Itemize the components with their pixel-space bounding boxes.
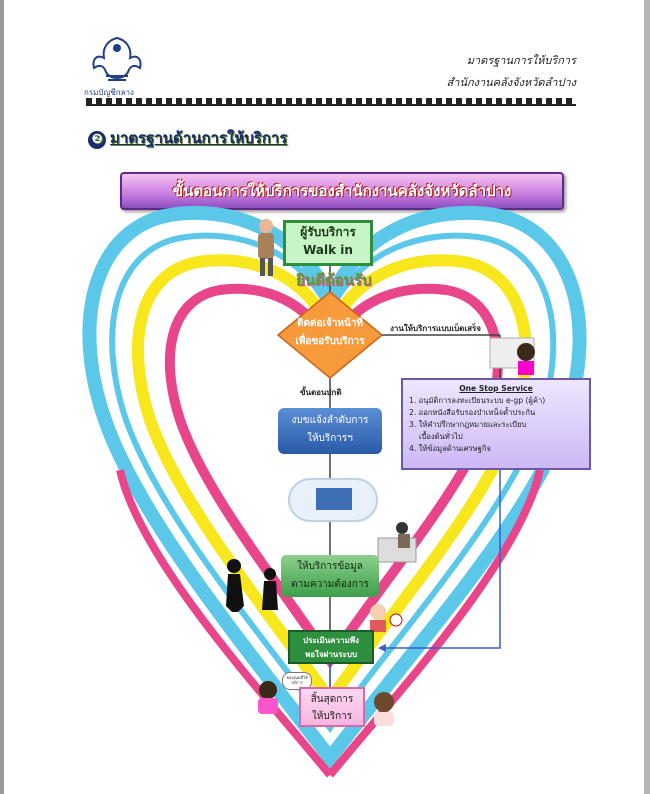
one-stop-service-box (401, 378, 591, 470)
section-number: ❷ (88, 131, 106, 149)
branch-down-label: ขั้นตอนปกติ (300, 388, 342, 397)
walkin-box (283, 220, 373, 266)
one-stop-item-3-cont: เบื้องต้นทั่วไป (419, 432, 463, 441)
branch-right-label: งานให้บริการแบบเบ็ดเสร็จ (390, 324, 481, 333)
eval-line-2: พอใจผ่านระบบ (304, 650, 358, 659)
end-woman-icon (374, 692, 394, 726)
contact-diamond-text (280, 315, 380, 351)
one-stop-title: One Stop Service (459, 384, 533, 393)
end-line-2: ให้บริการ (311, 711, 353, 722)
service-line-1: ให้บริการข้อมูล (297, 561, 363, 572)
one-stop-item-4: 4. ให้ข้อมูลด้านเศรษฐกิจ (409, 444, 491, 453)
contact-line-2: เพื่อขอรับบริการ (295, 336, 365, 347)
inform-line-2: ให้บริการฯ (307, 433, 353, 444)
one-stop-item-1: 1. อนุมัติการลงทะเบียนระบบ e-gp (ผู้ค้า) (409, 396, 546, 405)
walkin-line-1: ผู้รับบริการ (300, 225, 356, 239)
service-line-2: ตามความต้องการ (291, 579, 369, 590)
thank-you-bubble: ขอบคุณที่ใช้ บริการ (282, 672, 312, 690)
evaluation-box (288, 630, 374, 664)
section-title-text: มาตรฐานด้านการให้บริการ (110, 129, 288, 147)
walkin-line-2: Walk in (303, 243, 353, 257)
logo-text: กรมบัญชีกลาง (84, 88, 134, 97)
banner-text: ขั้นตอนการให้บริการของสำนักงานคลังจังหวัดลำปาง (172, 182, 512, 200)
end-line-1: สิ้นสุดการ (310, 694, 354, 705)
eval-line-1: ประเมินความพึง (303, 636, 359, 645)
header-line-1: มาตรฐานการให้บริการ (466, 54, 576, 67)
header-line-2: สำนักงานคลังจังหวัดลำปาง (446, 76, 576, 89)
service-box (281, 555, 379, 597)
officer-desk-icon (378, 522, 416, 562)
one-stop-item-2: 2. ออกหนังสือรับรองบำเหน็จค้ำประกัน (409, 408, 536, 417)
inform-box (278, 408, 382, 454)
contact-line-1: ติดต่อเจ้าหน้าที่ (296, 318, 363, 329)
queue-screen (316, 488, 352, 510)
end-box (299, 687, 365, 727)
one-stop-item-3: 3. ให้คำปรึกษากฎหมายและระเบียบ (409, 420, 527, 429)
return-arrow-head (378, 644, 386, 652)
welcome-text: ยินดีต้อนรับ (296, 271, 372, 289)
inform-line-1: งบขแจ้งลำดับการ (291, 415, 369, 426)
queue-display-icon (288, 478, 378, 522)
